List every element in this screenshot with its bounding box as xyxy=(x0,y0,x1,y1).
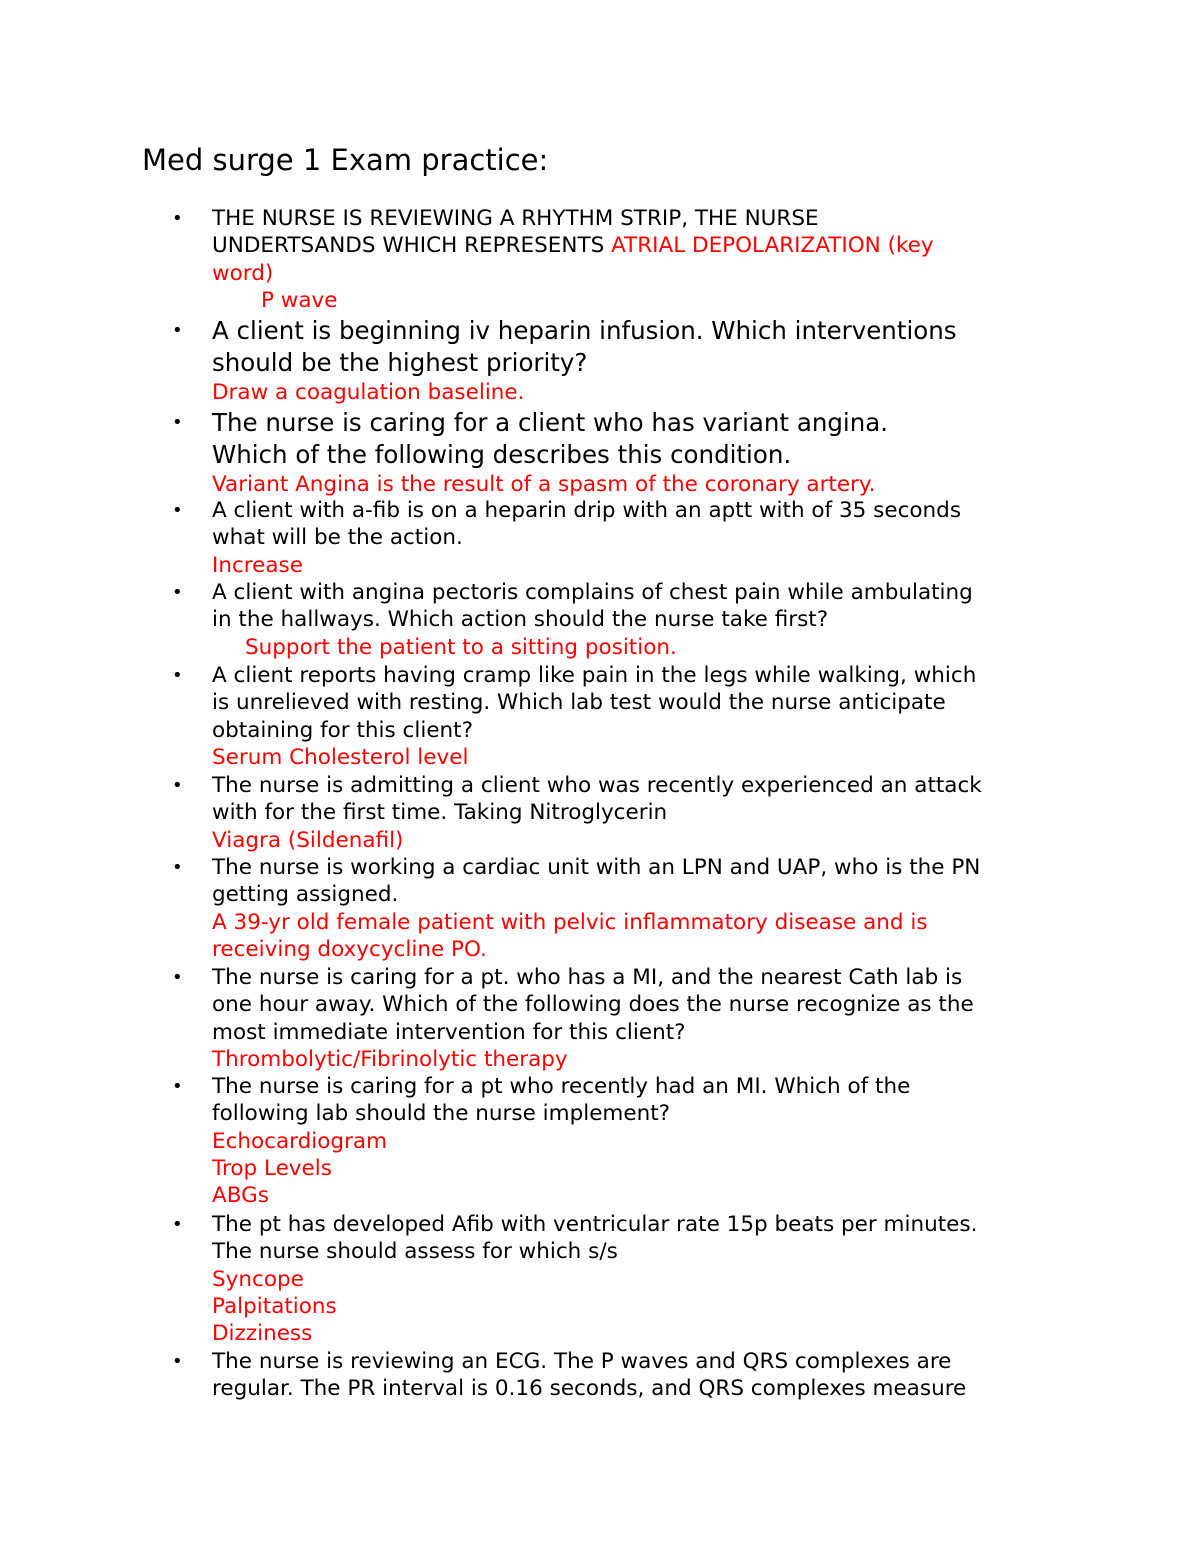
bullet-icon: • xyxy=(172,857,183,878)
question-text: The nurse is reviewing an ECG. The P waves and QRS complexes are regular. The PR interval is 0.16 seconds, and QRS complexes measure xyxy=(212,1349,967,1402)
bullet-icon: • xyxy=(172,320,183,341)
answer-text: A 39-yr old female patient with pelvic inflammatory disease and is receiving doxycycline PO. xyxy=(212,909,928,962)
question-text: The nurse is working a cardiac unit with an LPN and UAP, who is the PN getting assigned. xyxy=(212,855,981,908)
bullet-icon: • xyxy=(172,412,183,433)
key-word-highlight: ATRIAL DEPOLARIZATION (key xyxy=(611,233,934,259)
bullet-icon: • xyxy=(172,1214,183,1235)
answer-text: Draw a coagulation baseline. xyxy=(212,380,525,405)
bullet-icon: • xyxy=(172,967,183,988)
bullet-icon: • xyxy=(172,665,183,686)
question-text: The nurse is caring for a pt who recently had an MI. Which of the following lab should the nurse implement? xyxy=(212,1074,911,1127)
answer-text: Support the patient to a sitting position. xyxy=(245,634,677,660)
list-item xyxy=(172,854,1072,963)
answer-text: Echocardiogram Trop Levels ABGs xyxy=(212,1128,388,1209)
bullet-icon: • xyxy=(172,208,183,229)
question-text: A client with a-fib is on a heparin drip with an aptt with of 35 seconds what will be the action. xyxy=(212,498,962,551)
question-text: The pt has developed Afib with ventricular rate 15p beats per minutes. The nurse should assess for which s/s xyxy=(212,1212,978,1265)
bullet-icon: • xyxy=(172,1351,183,1372)
question-text: The nurse is caring for a pt. who has a MI, and the nearest Cath lab is one hour away. Which of the following does the nurse recognize as the most immediate intervention for this client? xyxy=(212,965,974,1045)
list-item xyxy=(172,407,1072,498)
answer-text: Viagra (Sildenafil) xyxy=(212,827,404,853)
answer-text: Increase xyxy=(212,552,303,578)
list-item xyxy=(172,772,1072,854)
bullet-icon: • xyxy=(172,1076,183,1097)
answer-text: Syncope Palpitations Dizziness xyxy=(212,1266,337,1347)
bullet-icon: • xyxy=(172,500,183,521)
list-item xyxy=(172,579,1072,661)
question-text: A client reports having cramp like pain in the legs while walking, which is unrelieved with resting. Which lab test would the nurse anticipate obtaining for this client? xyxy=(212,663,977,743)
bullet-icon: • xyxy=(172,582,183,603)
list-item xyxy=(172,497,1072,579)
answer-text: Thrombolytic/Fibrinolytic therapy xyxy=(212,1046,568,1072)
list-item xyxy=(172,662,1072,771)
list-item xyxy=(172,1073,1072,1209)
list-item xyxy=(172,205,1072,314)
list-item xyxy=(172,1348,1072,1403)
question-text: A client is beginning iv heparin infusion. Which interventions should be the highest priority? xyxy=(212,316,957,377)
list-item xyxy=(172,315,1072,406)
answer-text: Variant Angina is the result of a spasm of the coronary artery. xyxy=(212,472,876,497)
list-item xyxy=(172,1211,1072,1347)
question-text: THE NURSE IS REVIEWING A RHYTHM STRIP, THE NURSE UNDERTSANDS WHICH REPRESENTS ATRIAL DEPOLARIZATION (key word) xyxy=(212,206,934,286)
answer-text: Serum Cholesterol level xyxy=(212,744,469,770)
document-title: Med surge 1 Exam practice: xyxy=(142,143,549,177)
list-item xyxy=(172,964,1072,1073)
question-text: The nurse is caring for a client who has variant angina. Which of the following describes this condition. xyxy=(212,408,889,469)
bullet-icon: • xyxy=(172,775,183,796)
question-text: The nurse is admitting a client who was recently experienced an attack with for the first time. Taking Nitroglycerin xyxy=(212,773,982,826)
answer-text: P wave xyxy=(261,287,338,313)
question-text: A client with angina pectoris complains of chest pain while ambulating in the hallways. Which action should the nurse take first? xyxy=(212,580,973,633)
